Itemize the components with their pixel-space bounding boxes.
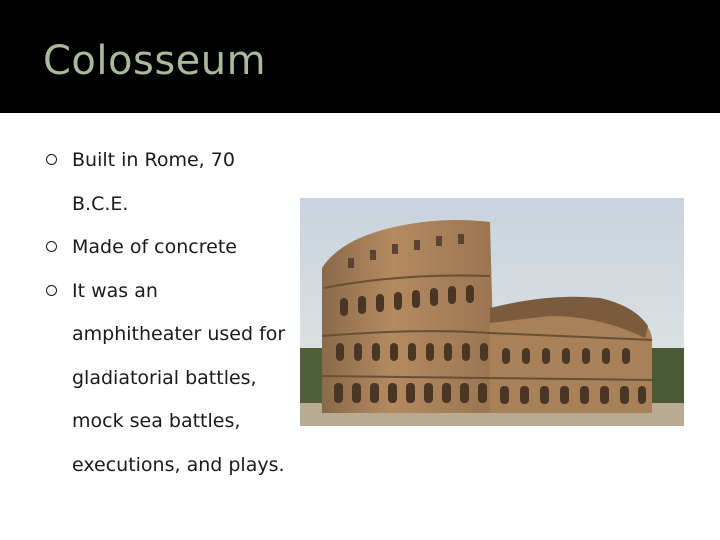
circle-bullet-icon <box>46 285 57 296</box>
circle-bullet-icon <box>46 154 57 165</box>
bullet-item <box>46 270 286 488</box>
bullet-text: It was an amphitheater used for gladiatorial battles, mock sea battles, executions, and plays. <box>72 279 286 476</box>
circle-bullet-icon <box>46 241 57 252</box>
bullet-text: Built in Rome, 70 B.C.E. <box>72 149 235 215</box>
bullet-item <box>46 139 286 226</box>
bullet-item <box>46 226 286 270</box>
bullet-text: Made of concrete <box>72 236 237 258</box>
bullet-list <box>46 139 286 487</box>
slide-title: Colosseum <box>43 38 267 84</box>
colosseum-photo <box>300 198 684 426</box>
title-bar <box>0 0 720 113</box>
colosseum-illustration <box>300 198 684 426</box>
